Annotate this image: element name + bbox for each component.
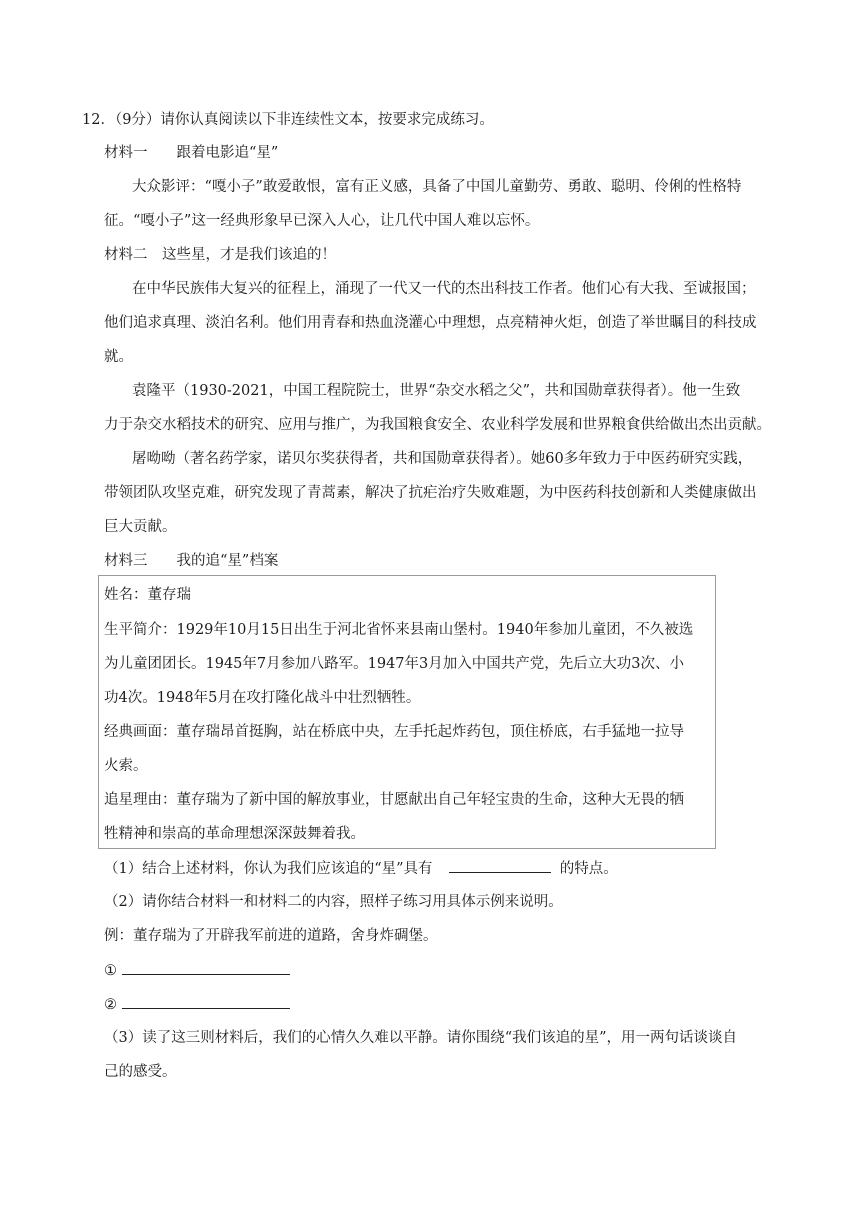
question-1-prompt: （1）结合上述材料，你认为我们应该追的“星”具有	[104, 861, 433, 877]
example-sentence: 例：董存瑞为了开辟我军前进的道路，舍身炸碉堡。	[104, 928, 438, 944]
material2-title: 材料二 这些星，才是我们该追的！	[104, 247, 336, 263]
profile-bio-line: 生平简介：1929年10月15日出生于河北省怀来县南山堡村。1940年参加儿童团，不久被选	[104, 622, 694, 638]
profile-scene-line: 经典画面：董存瑞昂首挺胸，站在桥底中央，左手托起炸药包，顶住桥底，右手猛地一拉导	[104, 724, 684, 740]
question-1	[104, 858, 618, 879]
material2-text-line: 屠呦呦（著名药学家，诺贝尔奖获得者，共和国勋章获得者）。她60多年致力于中医药研究实践，	[132, 451, 753, 467]
material2-text-line: 巨大贡献。	[104, 519, 177, 535]
material1-text-line: 大众影评：“嘎小子”敢爱敢恨，富有正义感，具备了中国儿童勤劳、勇敢、聪明、伶俐的性格特	[132, 179, 742, 195]
material2-text-line: 就。	[104, 349, 133, 365]
material2-text-line: 带领团队攻坚克难，研究发现了青蒿素，解决了抗疟治疗失败难题，为中医药科技创新和人类健康做出	[104, 485, 757, 501]
profile-reason-line: 追星理由：董存瑞为了新中国的解放事业，甘愿献出自己年轻宝贵的生命，这种大无畏的牺	[104, 792, 684, 808]
profile-scene-line: 火索。	[104, 758, 148, 774]
answer-line-2	[104, 994, 290, 1015]
question-1-suffix: 的特点。	[559, 861, 618, 877]
material2-text-line: 他们追求真理、淡泊名利。他们用青春和热血浇灌心中理想，点亮精神火炬，创造了举世瞩目的科技成	[104, 315, 757, 331]
answer-2-blank[interactable]	[122, 994, 290, 1009]
answer-2-marker: ②	[104, 997, 117, 1013]
material2-text-line: 袁隆平（1930-2021，中国工程院院士，世界“杂交水稻之父”，共和国勋章获得者）。他一生致	[132, 383, 741, 399]
question-2: （2）请你结合材料一和材料二的内容，照样子练习用具体示例来说明。	[104, 894, 563, 910]
material1-text-line: 征。“嘎小子”这一经典形象早已深入人心，让几代中国人难以忘怀。	[104, 213, 540, 229]
question-3-line: 己的感受。	[104, 1064, 177, 1080]
answer-1-marker: ①	[104, 963, 117, 979]
question-3-line: （3）读了这三则材料后，我们的心情久久难以平静。请你围绕“我们该追的星”，用一两句话谈谈自	[104, 1030, 738, 1046]
profile-bio-line: 为儿童团团长。1945年7月参加八路军。1947年3月加入中国共产党，先后立大功3次、小	[104, 656, 684, 672]
material3-title: 材料三 我的追“星”档案	[104, 553, 279, 569]
answer-1-blank[interactable]	[122, 960, 290, 975]
profile-bio-line: 功4次。1948年5月在攻打隆化战斗中壮烈牺牲。	[104, 690, 421, 706]
profile-name: 姓名：董存瑞	[104, 587, 191, 603]
profile-reason-line: 牲精神和崇高的革命理想深深鼓舞着我。	[104, 826, 365, 842]
question-1-answer-blank[interactable]	[449, 858, 551, 873]
answer-line-1	[104, 960, 290, 981]
question-header: 12．（9分）请你认真阅读以下非连续性文本，按要求完成练习。	[82, 112, 494, 128]
material1-title: 材料一 跟着电影追“星”	[104, 145, 279, 161]
material2-text-line: 力于杂交水稻技术的研究、应用与推广，为我国粮食安全、农业科学发展和世界粮食供给做出杰出贡献。	[104, 417, 771, 433]
material2-text-line: 在中华民族伟大复兴的征程上，涌现了一代又一代的杰出科技工作者。他们心有大我、至诚报国；	[132, 281, 756, 297]
